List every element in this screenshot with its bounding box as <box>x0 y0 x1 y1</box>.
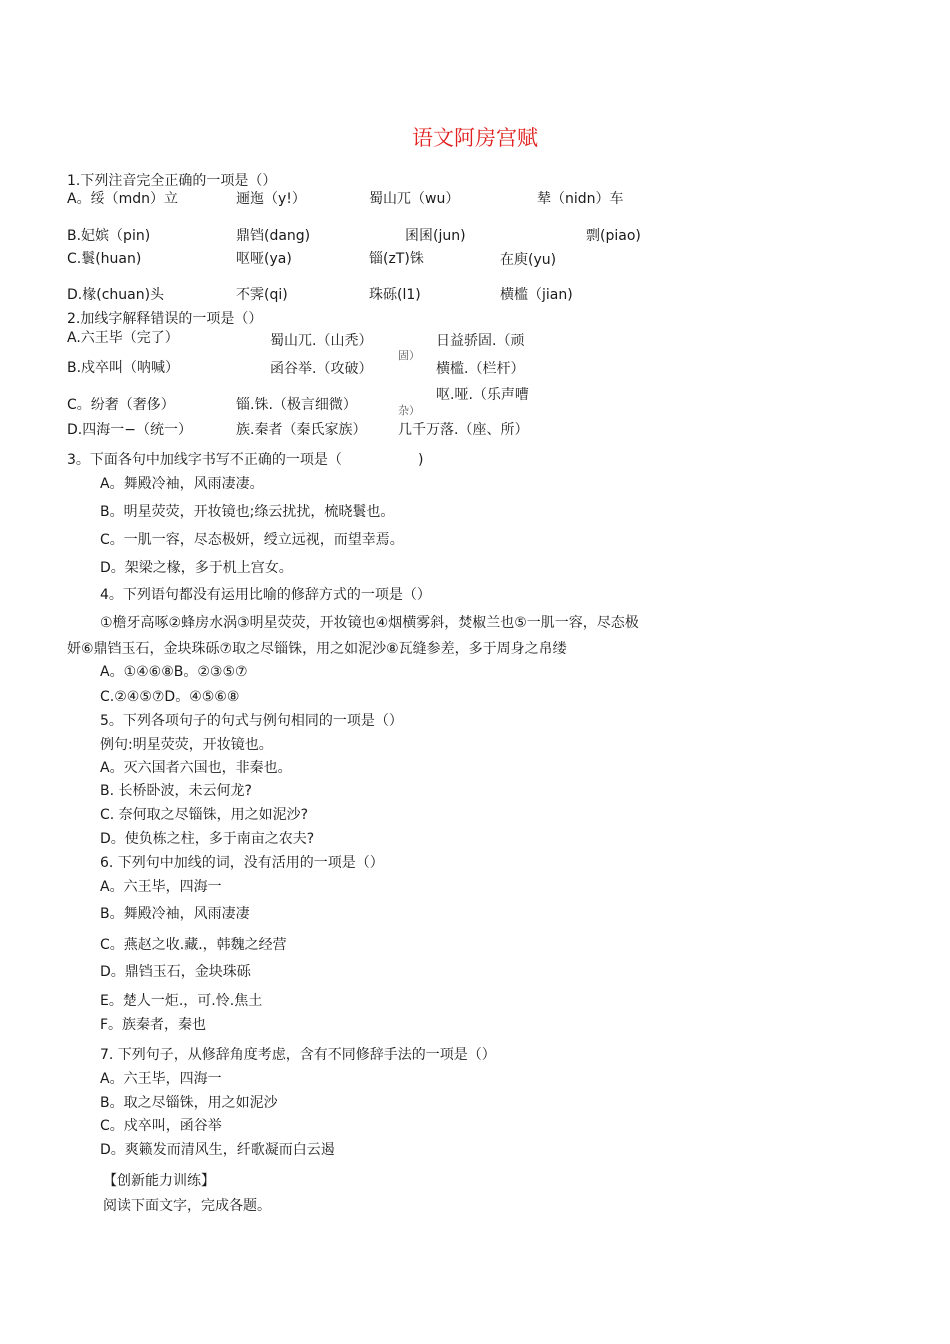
q2-option-c-item3: 呕.哑.（乐声嘈 <box>436 387 529 403</box>
section-instruction: 阅读下面文字，完成各题。 <box>103 1198 271 1214</box>
section-heading: 【创新能力训练】 <box>103 1173 215 1189</box>
q2-option-d: D.四海一−（统一） <box>67 422 192 438</box>
q5-option-c: C. 奈何取之尽锱铢，用之如泥沙? <box>100 807 309 823</box>
question-7-stem: 7. 下列句子，从修辞角度考虑，含有不同修辞手法的一项是（） <box>100 1047 496 1063</box>
q1-option-a-item3: 蜀山兀（wu） <box>369 191 460 207</box>
q1-option-b: B.妃嫔（pin) <box>67 228 151 244</box>
q3-option-c: C。一肌一容，尽态极妍，绶立远视，而望幸焉。 <box>100 532 404 548</box>
q3-option-d: D。架梁之椽，多于机上宫女。 <box>100 560 293 576</box>
q5-example: 例句:明星荧荧，开妆镜也。 <box>100 737 273 753</box>
q6-option-c: C。燕赵之收.藏.，韩魏之经营 <box>100 937 287 953</box>
q7-option-a: A。六王毕，四海一 <box>100 1071 222 1087</box>
q1-option-c-item2: 呕哑(ya) <box>236 251 292 267</box>
q3-option-b: B。明星荧荧，开妆镜也;绦云扰扰，梳晓鬟也。 <box>100 504 395 520</box>
q6-option-a: A。六王毕，四海一 <box>100 879 222 895</box>
q7-option-b: B。取之尽锱铢，用之如泥沙 <box>100 1095 278 1111</box>
question-6-stem: 6. 下列句中加线的词，没有活用的一项是（） <box>100 855 384 871</box>
q1-option-b-item2: 鼎铛(dang) <box>236 228 311 244</box>
q2-option-b-item3: 横槛.（栏杆） <box>436 361 525 377</box>
q7-option-c: C。戍卒叫，函谷举 <box>100 1118 222 1134</box>
q1-option-d-item4: 横槛（jian) <box>500 287 573 303</box>
question-3-stem-end: ) <box>418 452 424 468</box>
q4-items-line-1: ①檐牙高啄②蜂房水涡③明星荧荧，开妆镜也④烟横雾斜，焚椒兰也⑤一肌一容，尽态极 <box>100 615 639 631</box>
q1-option-c-item3: 锱(zT)铢 <box>369 251 424 267</box>
q2-option-a: A.六王毕（完了） <box>67 330 179 346</box>
q2-overlap-fragment-1: 固） <box>398 349 420 362</box>
q2-option-b-item2: 函谷举.（攻破） <box>270 361 373 377</box>
q2-option-b: B.戍卒叫（呐喊） <box>67 360 180 376</box>
q2-option-c-item2: 锱.铢.（极言细微） <box>236 397 357 413</box>
q1-option-d-item3: 珠砾(l1) <box>369 287 421 303</box>
q1-option-b-item3: 囷囷(jun) <box>405 228 466 244</box>
q2-option-d-item2: 族.秦者（秦氏家族） <box>236 422 367 438</box>
q1-option-d: D.椽(chuan)头 <box>67 287 165 303</box>
question-2-stem: 2.加线字解释错误的一项是（） <box>67 311 263 327</box>
q1-option-a-item2: 逦迤（y!） <box>236 191 306 207</box>
q1-option-c: C.鬟(huan) <box>67 251 142 267</box>
q3-option-a: A。舞殿冷袖，风雨凄凄。 <box>100 476 264 492</box>
q1-option-a-item4: 辇（nidn）车 <box>537 191 624 207</box>
q4-options-ab: A。①④⑥⑧B。②③⑤⑦ <box>100 664 248 680</box>
q5-option-a: A。灭六国者六国也，非秦也。 <box>100 760 292 776</box>
q2-option-c: C。纷奢（奢侈） <box>67 397 175 413</box>
q6-option-f: F。族秦者，秦也 <box>100 1017 207 1033</box>
q7-option-d: D。爽籁发而清风生，纤歌凝而白云遏 <box>100 1142 335 1158</box>
question-1-stem: 1.下列注音完全正确的一项是（） <box>67 173 277 189</box>
q4-options-cd: C.②④⑤⑦D。④⑤⑥⑧ <box>100 689 240 705</box>
q6-option-d: D。鼎铛玉石，金块珠砾 <box>100 964 251 980</box>
q1-option-b-item4: 剽(piao) <box>586 228 641 244</box>
q6-option-b: B。舞殿冷袖，风雨凄凄 <box>100 906 250 922</box>
q2-option-a-item3: 日益骄固.（顽 <box>436 333 525 349</box>
q5-option-b: B. 长桥卧波，未云何龙? <box>100 783 252 799</box>
q2-option-d-item3: 几千万落.（座、所） <box>398 422 529 438</box>
q6-option-e: E。楚人一炬.，可.怜.焦土 <box>100 993 263 1009</box>
q4-items-line-2: 妍⑥鼎铛玉石，金块珠砾⑦取之尽锱铢，用之如泥沙⑧瓦缝参差，多于周身之帛缕 <box>67 641 567 657</box>
q1-option-c-item4: 在庾(yu) <box>500 252 557 268</box>
q2-option-a-item2: 蜀山兀.（山秃） <box>270 333 373 349</box>
question-4-stem: 4。下列语句都没有运用比喻的修辞方式的一项是（） <box>100 587 431 603</box>
q2-overlap-fragment-2: 杂） <box>398 404 420 417</box>
q1-option-a: A。绥（mdn）立 <box>67 191 178 207</box>
question-3-stem: 3。下面各句中加线字书写不正确的一项是（ <box>67 452 342 468</box>
question-5-stem: 5。下列各项句子的句式与例句相同的一项是（） <box>100 713 403 729</box>
page-title: 语文阿房宫赋 <box>412 126 538 150</box>
q1-option-d-item2: 不霁(qi) <box>236 287 288 303</box>
q5-option-d: D。使负栋之柱，多于南亩之农夫? <box>100 831 315 847</box>
